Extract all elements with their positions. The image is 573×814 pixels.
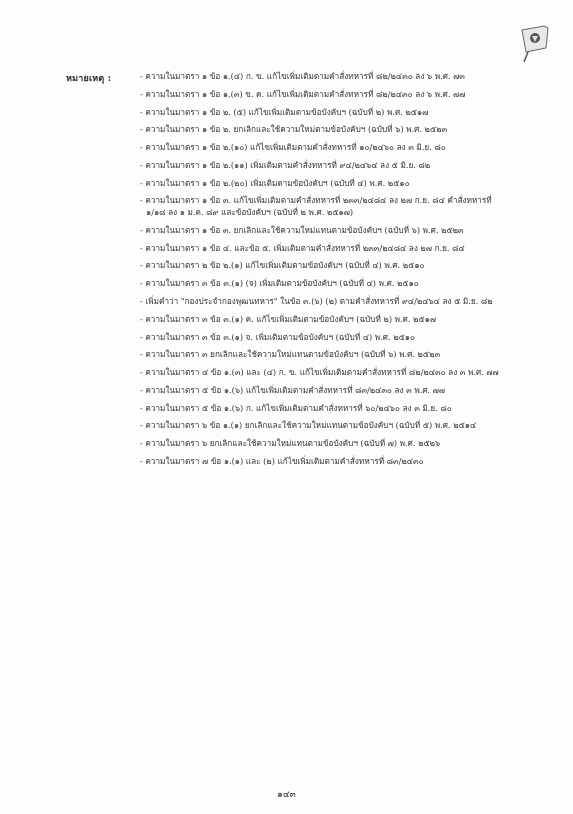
note-item: - ความในมาตรา ๕ ข้อ ๑.(๖) ก. แก้ไขเพิ่มเติมตามคำสั่งทหารที่ ๖๐/๒๔๖๐ ลง ๓ มิ.ย. ๘๐	[140, 402, 452, 413]
notes-list	[140, 71, 500, 474]
note-item: - ความในมาตรา ๑ ข้อ ๔. และข้อ ๕. เพิ่มเติมตามคำสั่งทหารที่ ๒๓๓/๒๔๘๔ ลง ๒๗ ก.ย. ๘๔	[140, 242, 465, 253]
note-item: - ความในมาตรา ๖ ข้อ ๑.(๑) ยกเลิกและใช้ความใหม่แทนตามข้อบังคับฯ (ฉบับที่ ๕) พ.ศ. ๒๕๑๔	[140, 420, 477, 431]
note-item: - ความในมาตรา ๓ ข้อ ๓.(๑) จ. เพิ่มเติมตามข้อบังคับฯ (ฉบับที่ ๔) พ.ศ. ๒๕๑๐	[140, 331, 415, 342]
note-item: - ความในมาตรา ๑ ข้อ ๓. ยกเลิกและใช้ความใหม่แทนตามข้อบังคับฯ (ฉบับที่ ๖) พ.ศ. ๒๕๒๓	[140, 224, 464, 235]
note-item: - ความในมาตรา ๑ ข้อ ๑.(๔) ก. ข. แก้ไขเพิ่มเติมตามคำสั่งทหารที่ ๘๒/๒๔๓๐ ลง ๖ พ.ศ. ๗๓	[140, 71, 465, 81]
note-item: - ความในมาตรา ๑ ข้อ ๑.(๓) ข. ค. แก้ไขเพิ่มเติมตามคำสั่งทหารที่ ๘๒/๒๔๓๐ ลง ๖ พ.ศ. ๗๗	[140, 88, 466, 99]
note-item: - ความในมาตรา ๕ ข้อ ๑.(๖) แก้ไขเพิ่มเติมตามคำสั่งทหารที่ ๘๓/๒๔๓๐ ลง ๓ พ.ศ. ๗๗	[140, 384, 446, 395]
note-item: - ความในมาตรา ๖ ยกเลิกและใช้ความใหม่แทนตามข้อบังคับฯ (ฉบับที่ ๗) พ.ศ. ๒๕๒๖	[140, 438, 441, 449]
page-number: ๑๔๓	[277, 790, 296, 800]
note-item: - ความในมาตรา ๑ ข้อ ๓. แก้ไขเพิ่มเติมตามคำสั่งทหารที่ ๒๓๓/๒๔๘๔ ลง ๒๗ ก.ย. ๘๔ คำสั่งทหารที่ ๑/๑๘ ลง ๑ ม.ค. ๘๙ และข้อบังคับฯ (ฉบับที่ ๒ พ.ศ. ๒๕๑๗)	[140, 195, 492, 218]
note-item: - เพิ่มคำว่า "กองประจำกองพุฒนทหาร" ในข้อ ๓.(๖) (๒) ตามคำสั่งทหารที่ ๙๔/๒๔๖๔ ลง ๕ มิ.ย. ๘๒	[140, 295, 493, 306]
note-item: - ความในมาตรา ๓ ข้อ ๓.(๑) ค. แก้ไขเพิ่มเติมตามข้อบังคับฯ (ฉบับที่ ๒) พ.ศ. ๒๕๑๗	[140, 313, 436, 324]
note-item: - ความในมาตรา ๑ ข้อ ๒.(๒๐) เพิ่มเติมตามข้อบังคับฯ (ฉบับที่ ๔) พ.ศ. ๒๕๑๐	[140, 177, 410, 188]
note-item: - ความในมาตรา ๑ ข้อ ๒.(๑๑) เพิ่มเติมตามคำสั่งทหารที่ ๙๔/๒๔๖๔ ลง ๕ มิ.ย. ๘๒	[140, 159, 431, 170]
note-item: - ความในมาตรา ๑ ข้อ ๒.(๑๐) แก้ไขเพิ่มเติมตามคำสั่งทหารที่ ๑๐/๒๔๖๐ ลง ๓ มิ.ย. ๘๐	[140, 142, 446, 153]
note-item: - ความในมาตรา ๑ ข้อ ๒. ยกเลิกและใช้ความใหม่ตามข้อบังคับฯ (ฉบับที่ ๖) พ.ศ. ๒๕๒๓	[140, 124, 448, 135]
note-item: - ความในมาตรา ๗ ข้อ ๑.(๑) และ (๒) แก้ไขเพิ่มเติมตามคำสั่งทหารที่ ๘๓/๒๔๓๐	[140, 456, 424, 466]
note-item: - ความในมาตรา ๔ ข้อ ๑.(๓) และ (๔) ก. ข. แก้ไขเพิ่มเติมตามคำสั่งทหารที่ ๘๒/๒๔๓๐ ลง ๓ พ.ศ. ๗๗	[140, 367, 499, 378]
notes-label: หมายเหตุ :	[66, 74, 112, 84]
garuda-emblem-icon	[518, 22, 552, 64]
note-item: - ความในมาตรา ๓ ข้อ ๓.(๑) (จ) เพิ่มเติมตามข้อบังคับฯ (ฉบับที่ ๔) พ.ศ. ๒๕๑๐	[140, 278, 419, 289]
note-item: - ความในมาตรา ๒ ข้อ ๒.(๑) แก้ไขเพิ่มเติมตามข้อบังคับฯ (ฉบับที่ ๔) พ.ศ. ๒๕๑๐	[140, 260, 425, 271]
note-item: - ความในมาตรา ๓ ยกเลิกและใช้ความใหม่แทนตามข้อบังคับฯ (ฉบับที่ ๖) พ.ศ. ๒๕๒๓	[140, 349, 441, 360]
note-item: - ความในมาตรา ๑ ข้อ ๒. (๕) แก้ไขเพิ่มเติมตามข้อบังคับฯ (ฉบับที่ ๒) พ.ศ. ๒๕๑๗	[140, 106, 429, 117]
